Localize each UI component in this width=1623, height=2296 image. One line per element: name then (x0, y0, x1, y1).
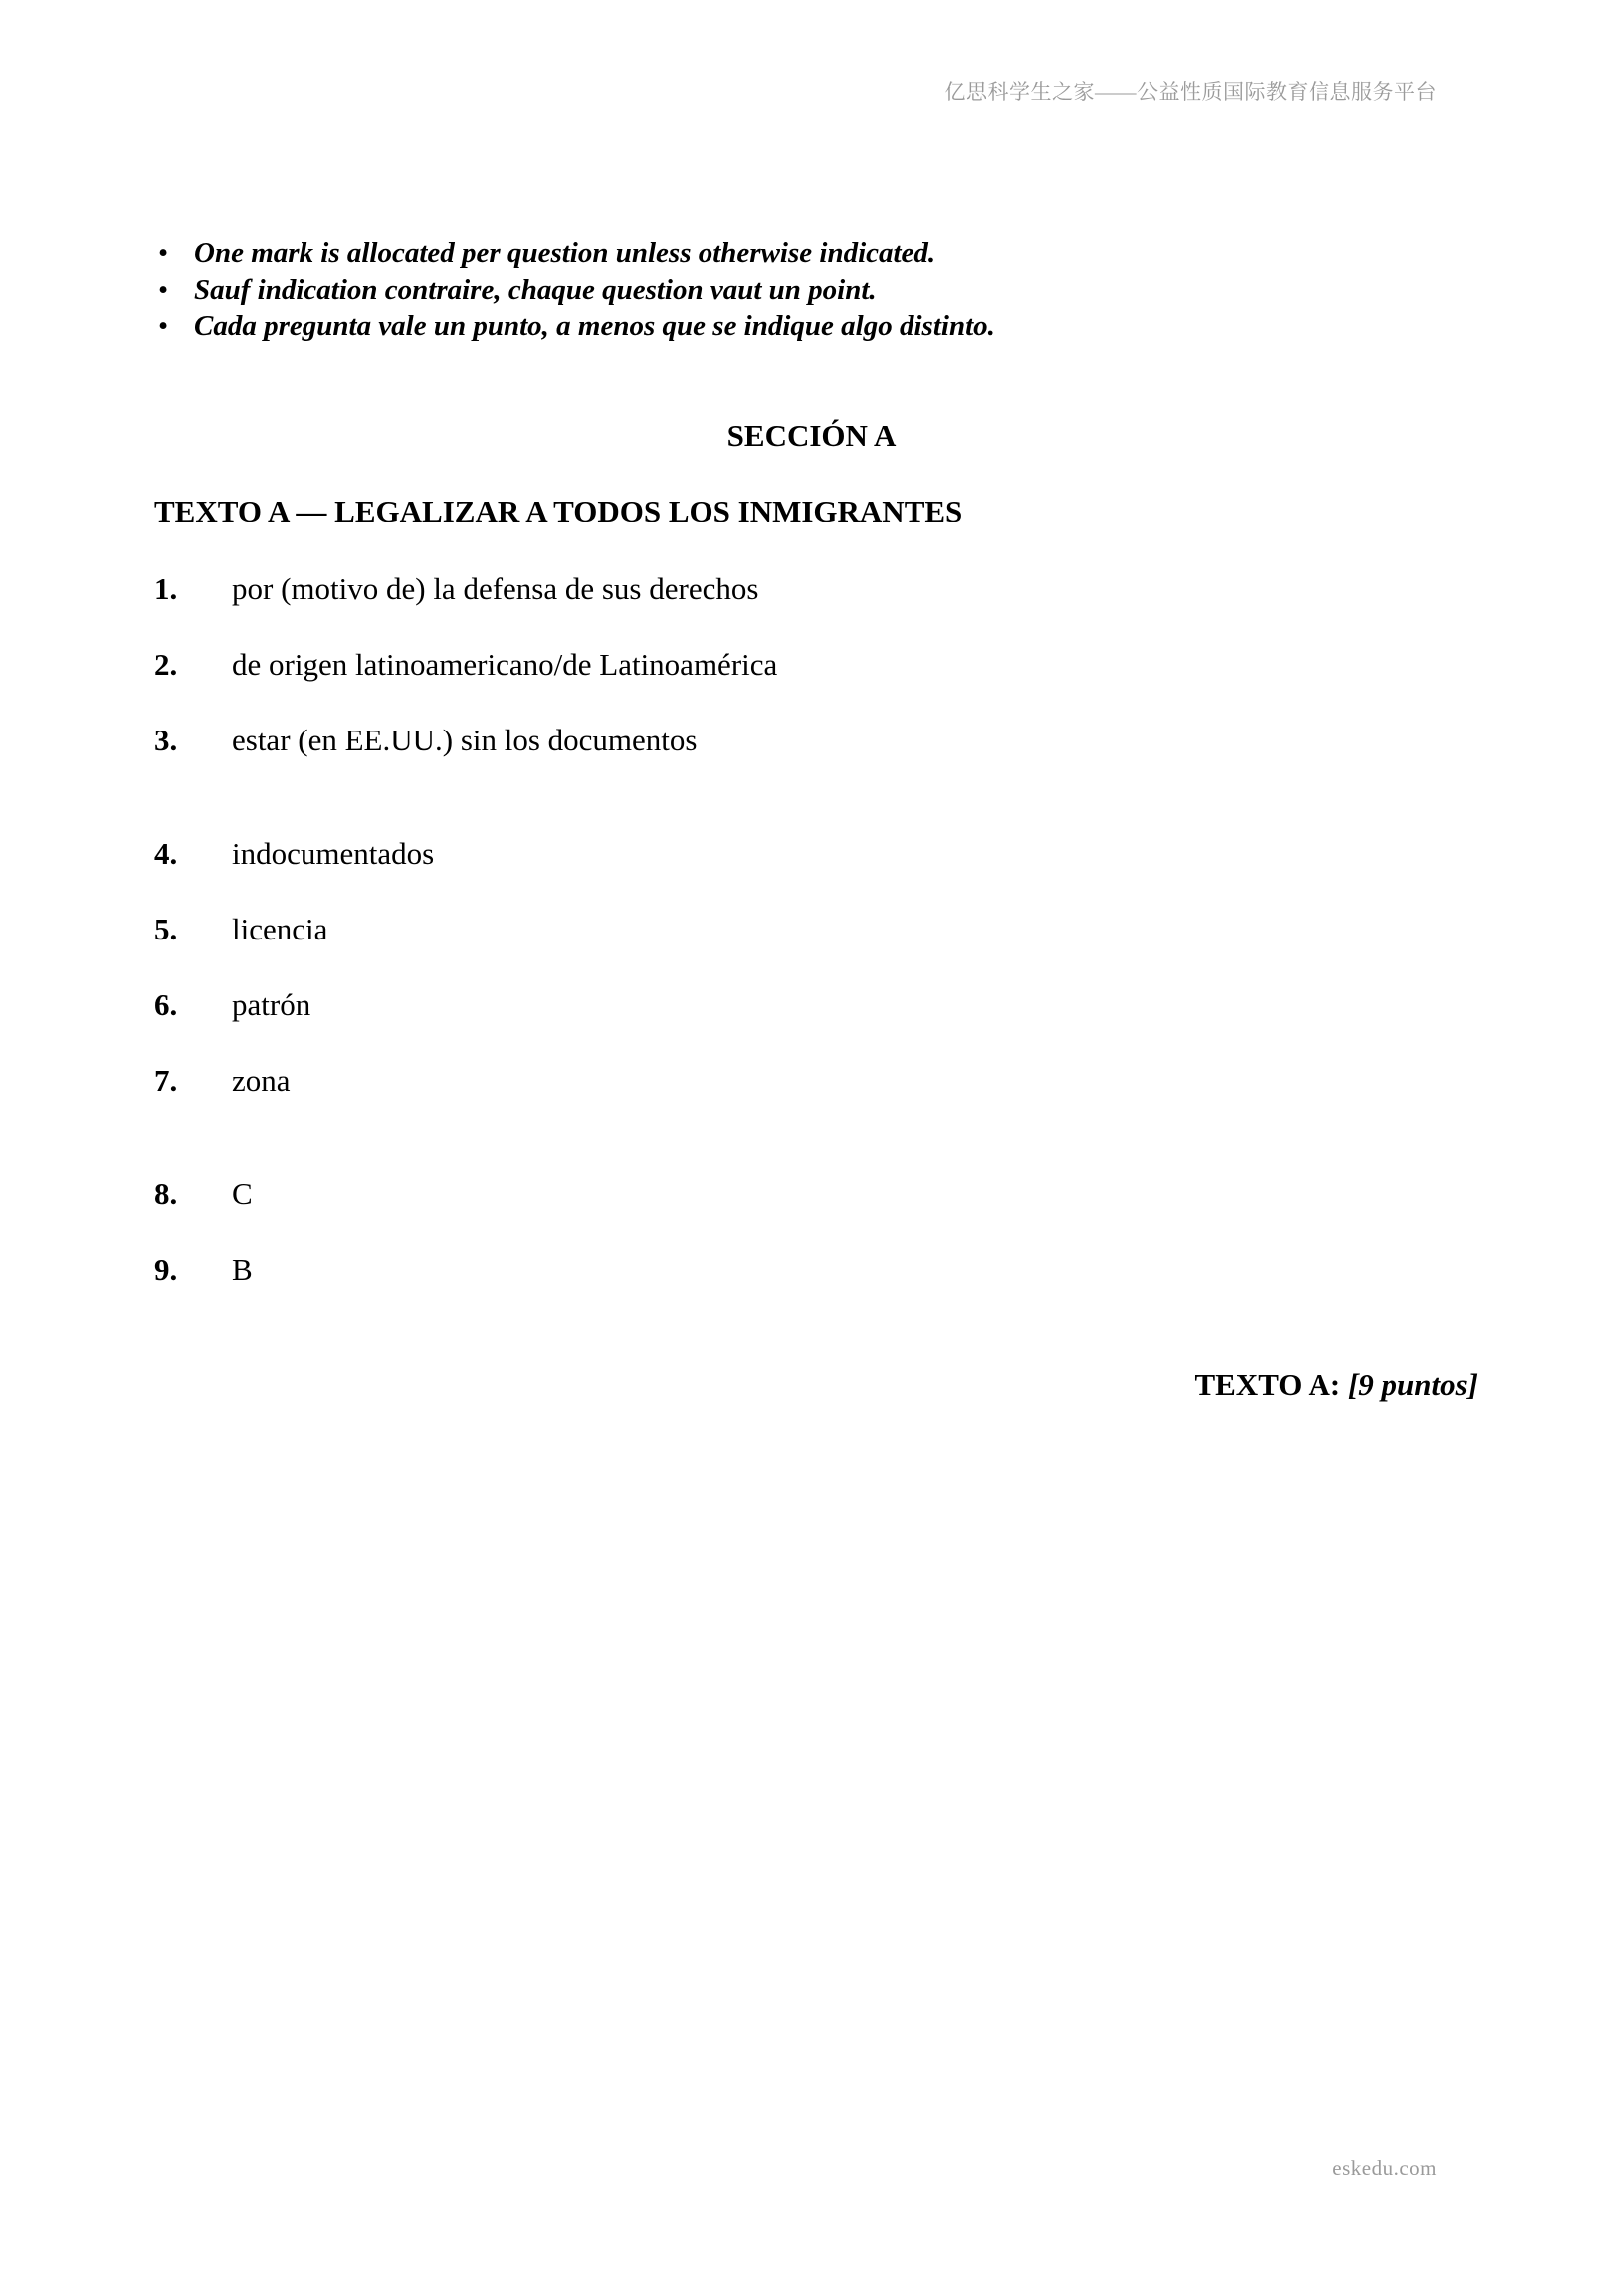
answer-text: patrón (232, 987, 311, 1022)
marking-instructions (154, 235, 995, 345)
total-label: TEXTO A: (1194, 1367, 1341, 1402)
answer-number: 9. (154, 1252, 178, 1287)
answer-number: 1. (154, 571, 178, 606)
answer-text: zona (232, 1063, 291, 1098)
bullet-icon: • (158, 274, 169, 306)
answer-number: 4. (154, 836, 178, 871)
bullet-icon: • (158, 237, 169, 269)
answer-text: B (232, 1252, 253, 1287)
instruction-french (154, 272, 995, 309)
text-title: TEXTO A — LEGALIZAR A TODOS LOS INMIGRANTES (154, 494, 963, 528)
answer-text: indocumentados (232, 836, 435, 871)
answer-number: 3. (154, 723, 178, 757)
answer-number: 7. (154, 1063, 178, 1098)
total-points: [9 puntos] (1347, 1367, 1478, 1402)
answer-text: licencia (232, 912, 328, 946)
answer-number: 5. (154, 912, 178, 946)
section-total (1194, 1367, 1478, 1403)
instruction-text: One mark is allocated per question unless otherwise indicated. (194, 237, 936, 269)
instruction-text: Cada pregunta vale un punto, a menos que se indique algo distinto. (194, 311, 995, 342)
instruction-text: Sauf indication contraire, chaque question vaut un point. (194, 274, 877, 306)
bullet-icon: • (158, 311, 169, 342)
answer-text: C (232, 1176, 253, 1211)
watermark-footer: eskedu.com (1332, 2156, 1437, 2180)
answer-text: estar (en EE.UU.) sin los documentos (232, 723, 698, 757)
answer-number: 6. (154, 987, 178, 1022)
section-title: SECCIÓN A (726, 418, 897, 453)
answer-number: 2. (154, 647, 178, 682)
answer-text: de origen latinoamericano/de Latinoamérica (232, 647, 778, 682)
instruction-spanish (154, 309, 995, 345)
instruction-english (154, 235, 995, 272)
watermark-header: 亿思科学生之家——公益性质国际教育信息服务平台 (944, 80, 1437, 104)
answer-text: por (motivo de) la defensa de sus derechos (232, 571, 759, 606)
answer-number: 8. (154, 1176, 178, 1211)
